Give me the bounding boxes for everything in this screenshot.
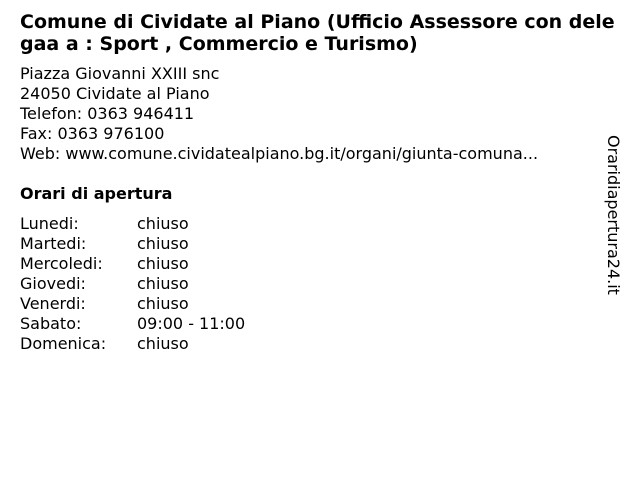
day-label: Domenica:	[20, 334, 107, 353]
day-label: Martedi:	[20, 234, 87, 253]
hours-row-friday	[20, 294, 245, 314]
day-hours: chiuso	[137, 334, 189, 353]
day-hours: 09:00 - 11:00	[137, 314, 246, 333]
hours-row-saturday	[20, 314, 245, 334]
day-hours: chiuso	[137, 254, 189, 273]
day-label: Venerdi:	[20, 294, 86, 313]
day-label: Sabato:	[20, 314, 82, 333]
fax-number: Fax: 0363 976100	[20, 124, 165, 143]
street-address: Piazza Giovanni XXIII snc	[20, 64, 220, 83]
opening-hours-table	[20, 214, 245, 354]
day-hours: chiuso	[137, 294, 189, 313]
hours-row-monday	[20, 214, 245, 234]
hours-row-tuesday	[20, 234, 245, 254]
address-block	[20, 64, 538, 164]
day-hours: chiuso	[137, 274, 189, 293]
city-address: 24050 Cividate al Piano	[20, 84, 210, 103]
hours-row-sunday	[20, 334, 245, 354]
page-title: Comune di Cividate al Piano (Ufficio Assessore con delegaa a : Sport , Commercio e Turismo)	[20, 11, 615, 55]
day-label: Lunedi:	[20, 214, 79, 233]
hours-row-thursday	[20, 274, 245, 294]
day-hours: chiuso	[137, 214, 189, 233]
day-hours: chiuso	[137, 234, 189, 253]
day-label: Giovedi:	[20, 274, 86, 293]
hours-row-wednesday	[20, 254, 245, 274]
opening-hours-heading: Orari di apertura	[20, 184, 173, 203]
website-link[interactable]: Web: www.comune.cividatealpiano.bg.it/organi/giunta-comuna...	[20, 144, 539, 163]
day-label: Mercoledi:	[20, 254, 103, 273]
phone-number: Telefon: 0363 946411	[20, 104, 195, 123]
site-watermark: Oraridiapertura24.it	[604, 135, 623, 295]
